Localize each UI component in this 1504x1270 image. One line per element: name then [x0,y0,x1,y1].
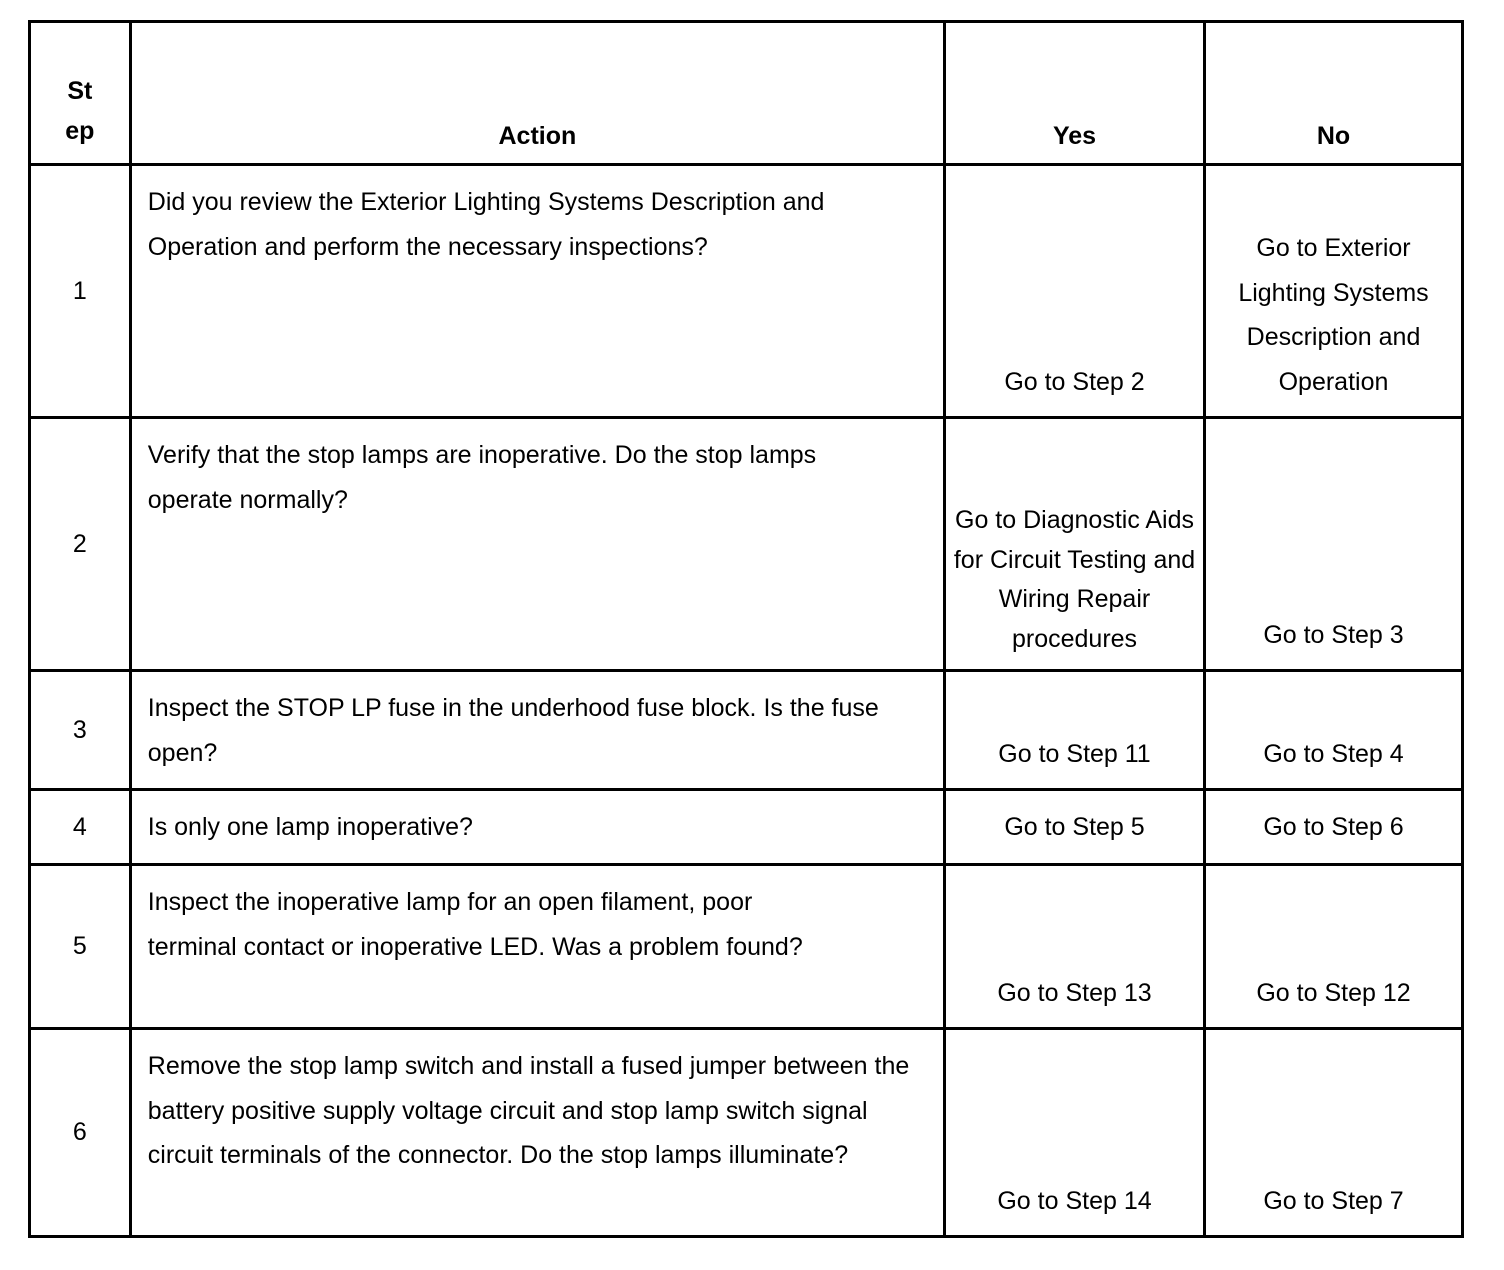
yes-result: Go to Step 14 [945,1029,1205,1237]
action-text: Is only one lamp inoperative? [130,790,944,865]
no-result: Go to Step 3 [1205,418,1463,671]
yes-result: Go to Step 5 [945,790,1205,865]
table-row [30,1029,1463,1237]
header-row [30,22,1463,165]
yes-result: Go to Step 2 [945,165,1205,418]
step-number: 5 [30,865,131,1029]
header-step-line1: St [67,77,93,105]
action-text: Remove the stop lamp switch and install a fused jumper between the battery positive supply voltage circuit and stop lamp switch signal circuit terminals of the connector. Do the stop lamps illuminate? [130,1029,944,1237]
no-result: Go to Step 7 [1205,1029,1463,1237]
no-result: Go to Step 6 [1205,790,1463,865]
header-step-line2: ep [65,117,95,145]
table-row [30,790,1463,865]
header-no: No [1205,22,1463,165]
action-text: Inspect the STOP LP fuse in the underhood fuse block. Is the fuse open? [130,671,944,790]
step-number: 3 [30,671,131,790]
step-number: 4 [30,790,131,865]
header-step [30,22,131,165]
no-result: Go to Exterior Lighting Systems Description and Operation [1205,165,1463,418]
table-row [30,165,1463,418]
action-text: Inspect the inoperative lamp for an open filament, poor terminal contact or inoperative LED. Was a problem found? [130,865,944,1029]
action-text: Did you review the Exterior Lighting Systems Description and Operation and perform the necessary inspections? [130,165,944,418]
table-row [30,671,1463,790]
step-number: 2 [30,418,131,671]
diagnostic-table [28,20,1464,1238]
step-number: 6 [30,1029,131,1237]
header-yes: Yes [945,22,1205,165]
step-number: 1 [30,165,131,418]
no-result: Go to Step 12 [1205,865,1463,1029]
yes-result: Go to Step 13 [945,865,1205,1029]
header-action: Action [130,22,944,165]
table-row [30,865,1463,1029]
no-result: Go to Step 4 [1205,671,1463,790]
yes-result: Go to Step 11 [945,671,1205,790]
action-text: Verify that the stop lamps are inoperative. Do the stop lamps operate normally? [130,418,944,671]
table-row [30,418,1463,671]
yes-result: Go to Diagnostic Aids for Circuit Testing and Wiring Repair procedures [945,418,1205,671]
